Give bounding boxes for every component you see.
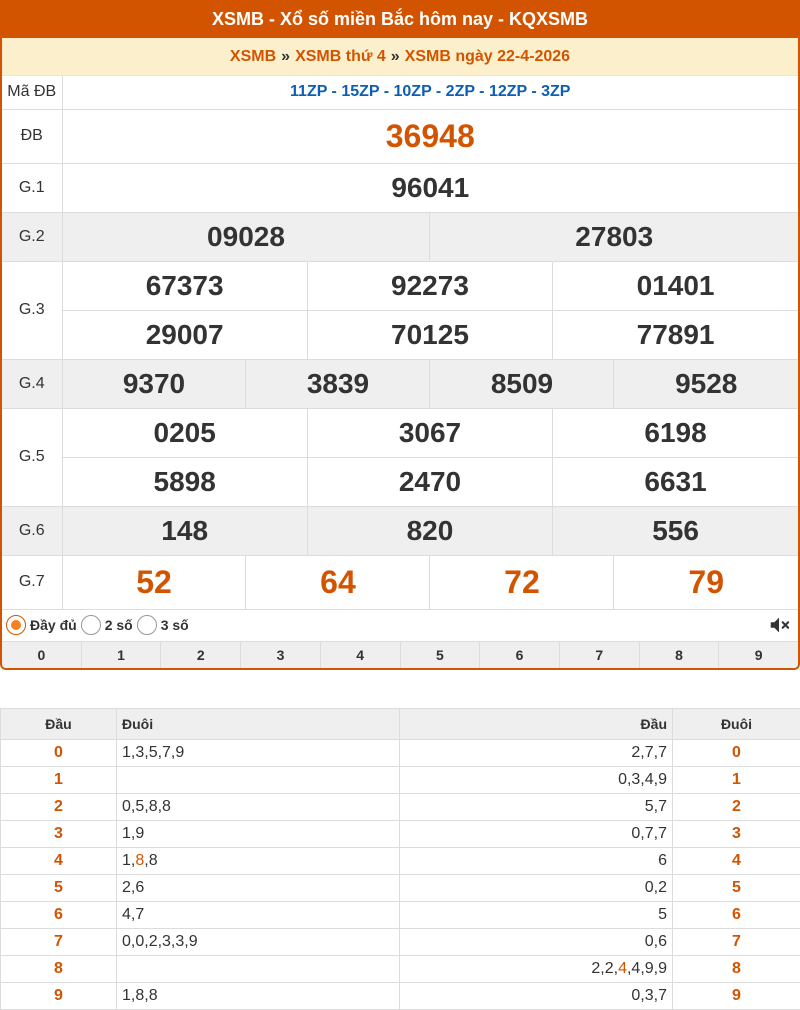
table-row — [1, 983, 800, 1010]
digit-filter-bar — [2, 642, 798, 669]
head-list: 6 — [400, 848, 673, 875]
tail-part: 1, — [122, 852, 136, 869]
db-label: ĐB — [2, 109, 62, 163]
g7-label: G.7 — [2, 555, 62, 609]
head-digit: 7 — [1, 929, 117, 956]
radio-2-digits[interactable] — [81, 615, 101, 635]
g3-number: 70125 — [307, 310, 552, 359]
g1-number: 96041 — [62, 163, 798, 212]
g5-number: 3067 — [307, 408, 552, 457]
g4-number: 8509 — [430, 359, 614, 408]
header-dau: Đầu — [400, 709, 673, 740]
g4-number: 3839 — [246, 359, 430, 408]
g2-label: G.2 — [2, 212, 62, 261]
g5-row — [2, 457, 798, 506]
g5-row — [2, 408, 798, 457]
special-prize: 36948 — [62, 109, 798, 163]
g5-number: 6631 — [553, 457, 798, 506]
head-digit: 1 — [1, 767, 117, 794]
digit-filter[interactable]: 5 — [401, 642, 481, 669]
head-digit: 6 — [1, 902, 117, 929]
tail-list: 4,7 — [117, 902, 400, 929]
option-2-digits[interactable] — [81, 615, 133, 635]
g6-number: 820 — [307, 506, 552, 555]
g3-label: G.3 — [2, 261, 62, 359]
digit-filter[interactable]: 9 — [754, 646, 763, 663]
g6-row — [2, 506, 798, 555]
special-tail-highlight: 8 — [135, 852, 145, 869]
g2-number: 09028 — [62, 212, 430, 261]
tail-list — [117, 848, 400, 875]
tail-digit: 6 — [673, 902, 800, 929]
header-dau: Đầu — [1, 709, 117, 740]
table-row — [1, 767, 800, 794]
head-digit: 5 — [1, 875, 117, 902]
head-digit: 9 — [1, 983, 117, 1010]
head-list: 0,7,7 — [400, 821, 673, 848]
g3-row — [2, 310, 798, 359]
head-digit: 0 — [1, 740, 117, 767]
tail-list: 1,8,8 — [117, 983, 400, 1010]
g6-number: 556 — [553, 506, 798, 555]
table-row — [1, 848, 800, 875]
ma-db-value: 11ZP - 15ZP - 10ZP - 2ZP - 12ZP - 3ZP — [62, 76, 798, 109]
head-list: 5,7 — [400, 794, 673, 821]
g4-number: 9370 — [62, 359, 246, 408]
digit-filter[interactable]: 4 — [321, 642, 401, 669]
option-2-digits-label: 2 số — [104, 617, 133, 633]
tail-digit: 4 — [673, 848, 800, 875]
g5-number: 6198 — [553, 408, 798, 457]
tail-digit: 0 — [673, 740, 800, 767]
tail-part: ,8 — [144, 852, 158, 869]
g5-number: 2470 — [307, 457, 552, 506]
g6-label: G.6 — [2, 506, 62, 555]
g7-number: 72 — [430, 555, 614, 609]
radio-3-digits[interactable] — [137, 615, 157, 635]
digit-filter[interactable]: 3 — [241, 642, 321, 669]
display-options — [2, 610, 798, 642]
page-title: XSMB - Xổ số miền Bắc hôm nay - KQXSMB — [0, 0, 800, 38]
tail-list — [117, 767, 400, 794]
ma-db-label: Mã ĐB — [2, 76, 62, 109]
head-list: 0,3,4,9 — [400, 767, 673, 794]
g5-number: 0205 — [62, 408, 307, 457]
option-3-digits[interactable] — [137, 615, 189, 635]
table-row — [1, 902, 800, 929]
g3-row — [2, 261, 798, 310]
head-list — [400, 956, 673, 983]
table-row — [1, 875, 800, 902]
g4-label: G.4 — [2, 359, 62, 408]
header-duoi: Đuôi — [673, 709, 800, 740]
ma-db-row — [2, 76, 798, 109]
tail-list: 0,5,8,8 — [117, 794, 400, 821]
header-duoi: Đuôi — [117, 709, 400, 740]
tail-list — [117, 956, 400, 983]
tail-digit: 1 — [673, 767, 800, 794]
g5-label: G.5 — [2, 408, 62, 506]
special-head-highlight: 4 — [618, 960, 627, 977]
g6-number: 148 — [62, 506, 307, 555]
g1-label: G.1 — [2, 163, 62, 212]
tail-list: 2,6 — [117, 875, 400, 902]
tail-digit: 9 — [673, 983, 800, 1010]
head-list: 0,6 — [400, 929, 673, 956]
breadcrumb-date[interactable]: XSMB ngày 22-4-2026 — [404, 47, 571, 65]
digit-filter[interactable]: 2 — [161, 642, 241, 669]
option-3-digits-label: 3 số — [160, 617, 189, 633]
g2-row — [2, 212, 798, 261]
g7-number: 64 — [246, 555, 430, 609]
table-row — [1, 956, 800, 983]
tail-list: 1,9 — [117, 821, 400, 848]
loto-header-row — [1, 709, 800, 740]
g4-number: 9528 — [614, 359, 798, 408]
head-list: 0,3,7 — [400, 983, 673, 1010]
g1-row — [2, 163, 798, 212]
breadcrumb — [2, 38, 798, 76]
head-digit: 4 — [1, 848, 117, 875]
digit-filter[interactable]: 8 — [640, 642, 720, 669]
g3-number: 92273 — [307, 261, 552, 310]
db-row — [2, 109, 798, 163]
head-part: ,4,9,9 — [626, 960, 667, 977]
g5-number: 5898 — [62, 457, 307, 506]
tail-list: 0,0,2,3,3,9 — [117, 929, 400, 956]
tail-list: 1,3,5,7,9 — [117, 740, 400, 767]
g3-number: 29007 — [62, 310, 307, 359]
head-part: 2,2, — [591, 960, 619, 977]
option-full-label: Đầy đủ — [30, 617, 77, 633]
digit-filter[interactable]: 7 — [560, 642, 640, 669]
head-list: 0,2 — [400, 875, 673, 902]
table-row — [1, 929, 800, 956]
prize-table — [2, 76, 798, 610]
g3-number: 01401 — [553, 261, 798, 310]
tail-digit: 2 — [673, 794, 800, 821]
table-row — [1, 794, 800, 821]
digit-filter[interactable]: 1 — [82, 642, 162, 669]
breadcrumb-xsmb[interactable]: XSMB — [229, 47, 277, 65]
head-digit: 2 — [1, 794, 117, 821]
head-digit: 8 — [1, 956, 117, 983]
table-row — [1, 821, 800, 848]
g7-number: 52 — [62, 555, 246, 609]
g2-number: 27803 — [430, 212, 798, 261]
table-row — [1, 740, 800, 767]
loto-table — [0, 708, 800, 1010]
breadcrumb-weekday[interactable]: XSMB thứ 4 — [295, 47, 386, 65]
digit-filter[interactable]: 0 — [2, 642, 82, 669]
digit-filter[interactable]: 6 — [480, 642, 560, 669]
g7-row — [2, 555, 798, 609]
head-list: 2,7,7 — [400, 740, 673, 767]
tail-digit: 7 — [673, 929, 800, 956]
g7-number: 79 — [614, 555, 798, 609]
head-list: 5 — [400, 902, 673, 929]
head-digit: 3 — [1, 821, 117, 848]
speaker-muted-icon[interactable] — [768, 614, 790, 636]
radio-full[interactable] — [6, 615, 26, 635]
tail-digit: 8 — [673, 956, 800, 983]
g3-number: 77891 — [553, 310, 798, 359]
tail-digit: 3 — [673, 821, 800, 848]
option-full[interactable] — [6, 615, 77, 635]
g3-number: 67373 — [62, 261, 307, 310]
breadcrumb-separator: » — [390, 47, 400, 65]
g4-row — [2, 359, 798, 408]
tail-digit: 5 — [673, 875, 800, 902]
breadcrumb-separator: » — [281, 47, 291, 65]
